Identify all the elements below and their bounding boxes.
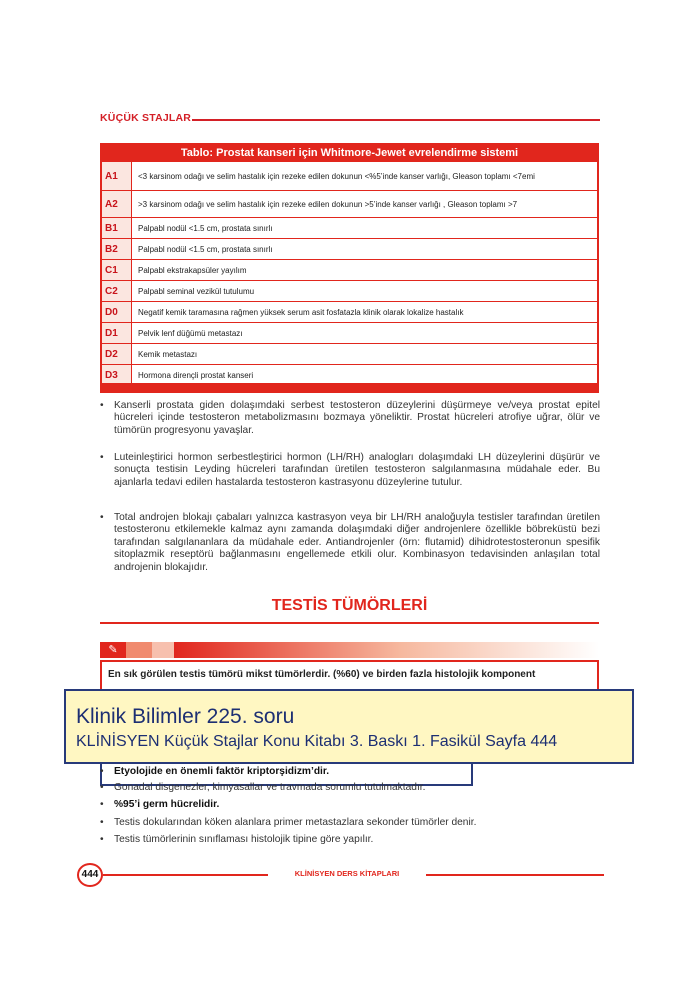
list-item-text: Testis tümörlerinin sınıflaması histolojik tipine göre yapılır. bbox=[114, 834, 374, 845]
pencil-icon: ✎ bbox=[108, 644, 118, 656]
stage-code: D2 bbox=[102, 344, 132, 365]
stage-description: Negatif kemik taramasına rağmen yüksek serum asit fosfatazla klinik olarak lokalize hastalık bbox=[138, 307, 464, 317]
section-rule bbox=[100, 622, 599, 624]
list-item bbox=[100, 452, 600, 489]
list-item bbox=[100, 817, 600, 829]
stage-description: >3 karsinom odağı ve selim hastalık için rezeke edilen dokunun >5’inde kanser varlığı , Gleason toplamı >7 bbox=[138, 199, 518, 209]
stage-description: Palpabl seminal vezikül tutulumu bbox=[138, 286, 255, 296]
stage-code: C2 bbox=[102, 281, 132, 302]
staging-table bbox=[100, 143, 599, 393]
section-header-title: KÜÇÜK STAJLAR bbox=[100, 112, 192, 124]
footer-text: KLİNİSYEN DERS KİTAPLARI bbox=[294, 869, 400, 878]
stage-code: A1 bbox=[102, 162, 132, 191]
table-row bbox=[102, 238, 597, 260]
table-row bbox=[102, 280, 597, 302]
list-item-text: Testis dokularından köken alanlara primer metastazlara sekonder tümörler denir. bbox=[114, 817, 477, 828]
section-title: TESTİS TÜMÖRLERİ bbox=[271, 597, 428, 614]
table-row bbox=[102, 301, 597, 323]
bullet-icon: • bbox=[100, 452, 104, 463]
list-item bbox=[100, 512, 600, 574]
stage-description: Hormona dirençli prostat kanseri bbox=[138, 370, 254, 380]
list-item bbox=[100, 400, 600, 437]
list-item-text: Etyolojide en önemli faktör kriptorşidizm’dir. bbox=[114, 766, 330, 777]
stage-code: B2 bbox=[102, 239, 132, 260]
question-reference-banner bbox=[64, 689, 634, 764]
stage-description: Kemik metastazı bbox=[138, 349, 198, 359]
list-item bbox=[100, 766, 600, 778]
list-item-text: Total androjen blokajı çabaları yalnızca kastrasyon veya bir LH/RH analoğuyla testisler tarafından üretilen testosteronu etkilemekle kalmaz aynı zamanda dolaşımdaki diğer androjenlere özellikle böbreküstü bezi tarafından salgılananlara da müdahale eder. Antiandrojenler (örn: flutamid) dihidrotestosteronun spesifik sitoplazmik reseptörü bağlanmasını engellemede etkili olur. Kombinasyon tedavisinden anlaşılan total androjenin blokajıdır. bbox=[114, 512, 600, 573]
list-item-text: Luteinleştirici hormon serbestleştirici hormon (LH/RH) analogları dolaşımdaki LH düzeylerini düşürür ve sonuçta testisin Leyding hücreleri tarafından üretilen testosteron salgılanmasına müdahale eder. Bu ajanlarla tedavi edilen hastalarda testosteron kastrasyonu düzeylerine tutulur. bbox=[114, 452, 600, 488]
table-caption: Tablo: Prostat kanseri için Whitmore-Jewet evrelendirme sistemi bbox=[180, 147, 519, 159]
info-box bbox=[100, 660, 599, 692]
stage-description: <3 karsinom odağı ve selim hastalık için rezeke edilen dokunun <%5’inde kanser varlığı, Gleason toplamı <7emi bbox=[138, 171, 535, 181]
table-row bbox=[102, 161, 597, 191]
stage-code: A2 bbox=[102, 191, 132, 218]
stage-code: D1 bbox=[102, 323, 132, 344]
stage-code: D0 bbox=[102, 302, 132, 323]
bullet-icon: • bbox=[100, 799, 104, 810]
bullet-icon: • bbox=[100, 834, 104, 845]
stage-description: Palpabl nodül <1.5 cm, prostata sınırlı bbox=[138, 223, 273, 233]
stage-description: Palpabl nodül <1.5 cm, prostata sınırlı bbox=[138, 244, 273, 254]
footer-rule bbox=[103, 874, 268, 876]
table-row bbox=[102, 259, 597, 281]
list-item bbox=[100, 782, 600, 794]
table-footer-bar bbox=[102, 383, 597, 391]
stage-code: C1 bbox=[102, 260, 132, 281]
bullet-icon: • bbox=[100, 782, 104, 793]
list-item bbox=[100, 834, 600, 846]
section-header bbox=[100, 112, 600, 128]
stage-code: B1 bbox=[102, 218, 132, 239]
list-item-text: Kanserli prostata giden dolaşımdaki serbest testosteron düzeylerini düşürmeye ve/veya prostat epitel hücreleri içinde testosteron metabolizmasını bozmaya yöneliktir. Prostat hücreleri atrofiye uğrar, ölür ve tümörün progresyonu yavaşlar. bbox=[114, 400, 600, 436]
footer-rule bbox=[426, 874, 604, 876]
stage-description: Palpabl ekstrakapsüler yayılım bbox=[138, 265, 247, 275]
bullet-icon: • bbox=[100, 817, 104, 828]
banner-line-1: Klinik Bilimler 225. soru bbox=[76, 705, 295, 728]
header-rule bbox=[192, 119, 600, 121]
page-number: 444 bbox=[77, 863, 103, 887]
bullet-icon: • bbox=[100, 400, 104, 411]
list-item-text: Gonadal disgenezler, kimyasallar ve travmada sorumlu tutulmaktadır. bbox=[114, 782, 426, 793]
stage-code: D3 bbox=[102, 365, 132, 386]
table-row bbox=[102, 343, 597, 365]
table-row bbox=[102, 322, 597, 344]
table-row bbox=[102, 190, 597, 218]
list-item bbox=[100, 799, 600, 811]
table-row bbox=[102, 217, 597, 239]
info-text: En sık görülen testis tümörü mikst tümörlerdir. (%60) ve birden fazla histolojik komponent bbox=[108, 669, 536, 680]
info-band bbox=[100, 642, 599, 658]
list-item-text: %95’i germ hücrelidir. bbox=[114, 799, 220, 810]
bullet-icon: • bbox=[100, 766, 104, 777]
bullet-icon: • bbox=[100, 512, 104, 523]
stage-description: Pelvik lenf düğümü metastazı bbox=[138, 328, 243, 338]
banner-line-2: KLİNİSYEN Küçük Stajlar Konu Kitabı 3. Baskı 1. Fasikül Sayfa 444 bbox=[76, 733, 558, 750]
